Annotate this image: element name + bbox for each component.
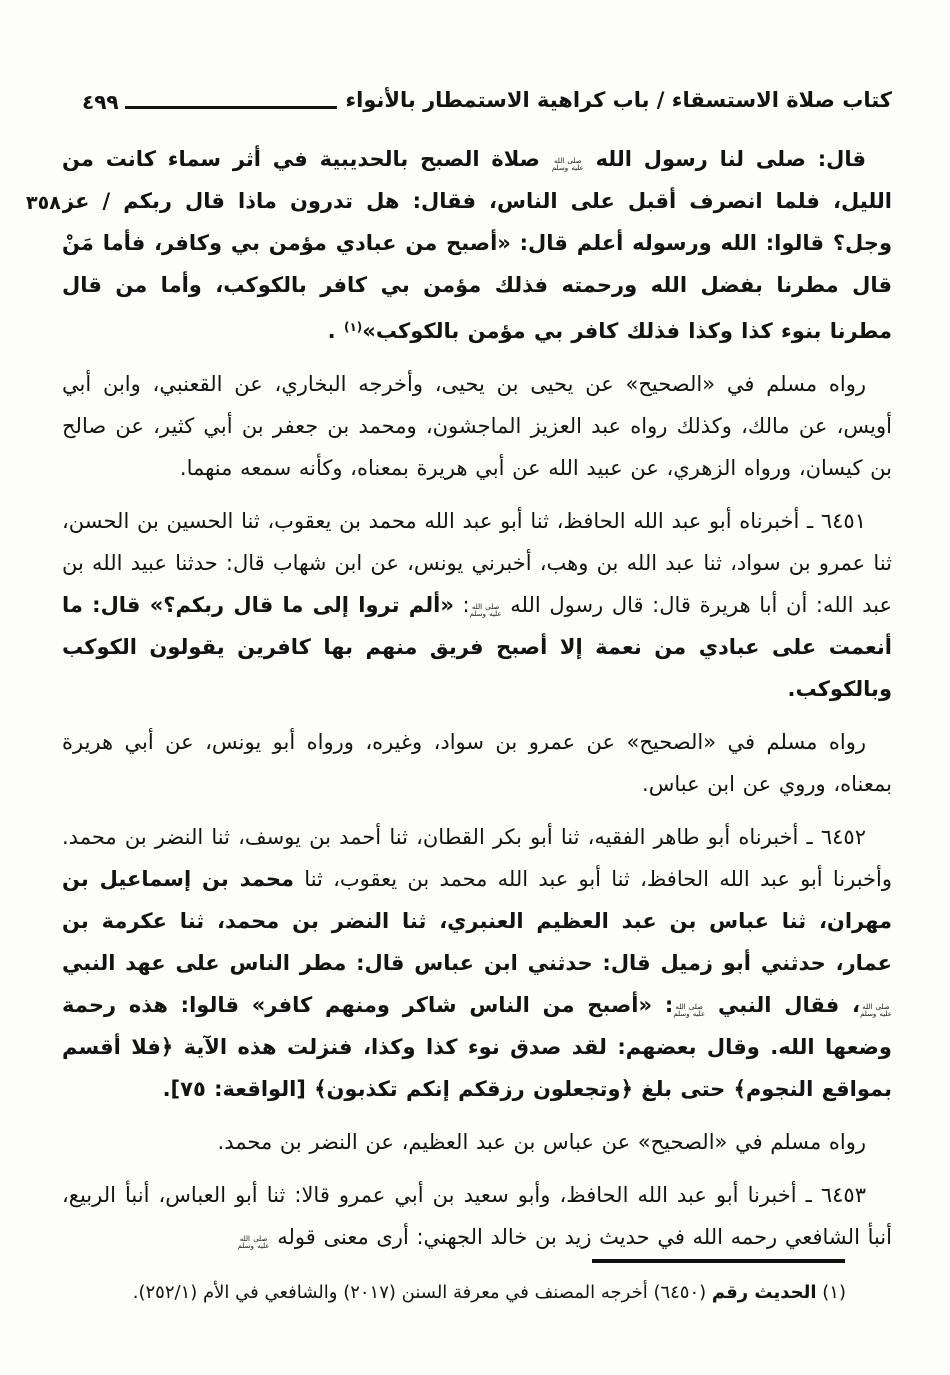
footnote-marker: (١) xyxy=(343,320,363,334)
page-number: ٤٩٩ xyxy=(82,90,119,114)
text-segment: ٦٤٥٢ ـ أخبرناه أبو طاهر الفقيه، ثنا أبو بكر القطان، ثنا أحمد بن يوسف، ثنا النضر بن محمد. وأخبرنا أبو عبد الله الحافظ، ثنا أبو عبد الله محمد بن يعقوب، ثنا xyxy=(62,825,892,891)
honorific-saw: صلى الله عليه وسلم xyxy=(860,1002,892,1018)
text-segment: ٦٤٥١ ـ أخبرناه أبو عبد الله الحافظ، ثنا أبو عبد الله محمد بن يعقوب، ثنا الحسين بن الحسن، ثنا عمرو بن سواد، ثنا عبد الله بن وهب، أخبرني يونس، عن ابن شهاب قال: حدثنا عبيد الله بن عبد الله: أن أبا هريرة قال: قال رسول الله xyxy=(62,509,892,617)
header-rule xyxy=(125,106,338,109)
text-segment: : «أصبح من الناس شاكر ومنهم كافر» قالوا: هذه رحمة وضعها الله. وقال بعضهم: لقد صدق نوء كذا وكذا، فنزلت هذه الآية xyxy=(62,993,892,1059)
quran-quote: ﴿فلا أقسم بمواقع النجوم﴾ xyxy=(62,1035,892,1101)
honorific-saw: صلى الله عليه وسلم xyxy=(469,602,502,618)
text-segment: «ألم تروا إلى ما قال ربكم؟» قال: ما أنعمت على عبادي من نعمة إلا أصبح فريق منهم بها كافرين يقولون الكوكب وبالكوكب. xyxy=(62,593,892,701)
text-segment: . xyxy=(327,319,344,343)
text-segment: الحديث رقم xyxy=(711,1282,817,1303)
footnote xyxy=(64,1277,846,1308)
text-segment: ٦٤٥٣ ـ أخبرنا أبو عبد الله الحافظ، وأبو سعيد بن أبي عمرو قالا: ثنا أبو العباس، أنبأ الربيع، أنبأ الشافعي رحمه الله في حديث زيد بن خالد الجهني: أرى معنى قوله xyxy=(62,1183,892,1249)
quran-quote: ﴿وتجعلون رزقكم إنكم تكذبون﴾ xyxy=(314,1077,633,1101)
running-head xyxy=(82,86,892,114)
margin-reference-number: ٣٥٨ xyxy=(26,192,61,214)
honorific-saw: صلى الله عليه وسلم xyxy=(551,156,584,172)
takhrij-6452 xyxy=(62,1121,892,1163)
hadith-6452 xyxy=(62,816,892,1110)
text-segment: (٦٤٥٠) أخرجه المصنف في معرفة السنن (٢٠١٧) والشافعي في الأم (٢٥٢/١). xyxy=(132,1282,712,1303)
text-segment: قال: صلى لنا رسول الله xyxy=(583,147,866,171)
hadith-6451 xyxy=(62,500,892,710)
takhrij-6450 xyxy=(62,363,892,489)
text-segment: رواه مسلم في «الصحيح» عن عمرو بن سواد، وغيره، ورواه أبو يونس، عن أبي هريرة بمعناه، وروي عن ابن عباس. xyxy=(62,730,892,796)
chapter-title: كتاب صلاة الاستسقاء / باب كراهية الاستمطار بالأنواء xyxy=(345,88,892,112)
text-segment: : xyxy=(453,593,470,617)
text-segment: رواه مسلم في «الصحيح» عن عباس بن عبد العظيم، عن النضر بن محمد. xyxy=(217,1130,866,1154)
text-segment: رواه مسلم في «الصحيح» عن يحيى بن يحيى، وأخرجه البخاري، عن القعنبي، وابن أبي أويس، عن مالك، وكذلك رواه عبد العزيز الماجشون، ومحمد بن جعفر بن أبي كثير، عن صالح بن كيسان، ورواه الزهري، عن عبيد الله عن أبي هريرة بمعناه، وكأنه سمعه منهما. xyxy=(62,372,892,480)
text-segment: حتى بلغ xyxy=(632,1077,734,1101)
text-segment: ، فقال النبي xyxy=(705,993,860,1017)
text-segment: صلاة الصبح بالحديبية في أثر سماء كانت من الليل، فلما انصرف أقبل على الناس، فقال: هل تدرون ماذا قال ربكم / عز وجل؟ قالوا: الله ورسوله أعلم قال: «أصبح من عبادي مؤمن بي وكافر، فأما مَنْ قال مطرنا بفضل الله ورحمته فذلك مؤمن بي كافر بالكوكب، وأما من قال مطرنا بنوء كذا وكذا فذلك كافر بي مؤمن بالكوكب» xyxy=(62,147,892,343)
hadith-6450-matn xyxy=(62,138,892,352)
text-segment: [الواقعة: ٧٥]. xyxy=(162,1077,315,1101)
text-segment: محمد بن إسماعيل بن مهران، ثنا عباس بن عبد العظيم العنبري، ثنا النضر بن محمد، ثنا عكرمة بن عمار، حدثني أبو زميل قال: حدثني ابن عباس قال: مطر الناس على عهد النبي xyxy=(62,867,892,975)
text-segment: (١) xyxy=(816,1282,846,1303)
hadith-6453 xyxy=(62,1174,892,1250)
footnote-separator xyxy=(592,1259,845,1263)
body-text xyxy=(62,138,892,1250)
honorific-saw: صلى الله عليه وسلم xyxy=(673,1002,706,1018)
honorific-saw: صلى الله عليه وسلم xyxy=(237,1234,270,1250)
takhrij-6451 xyxy=(62,721,892,805)
